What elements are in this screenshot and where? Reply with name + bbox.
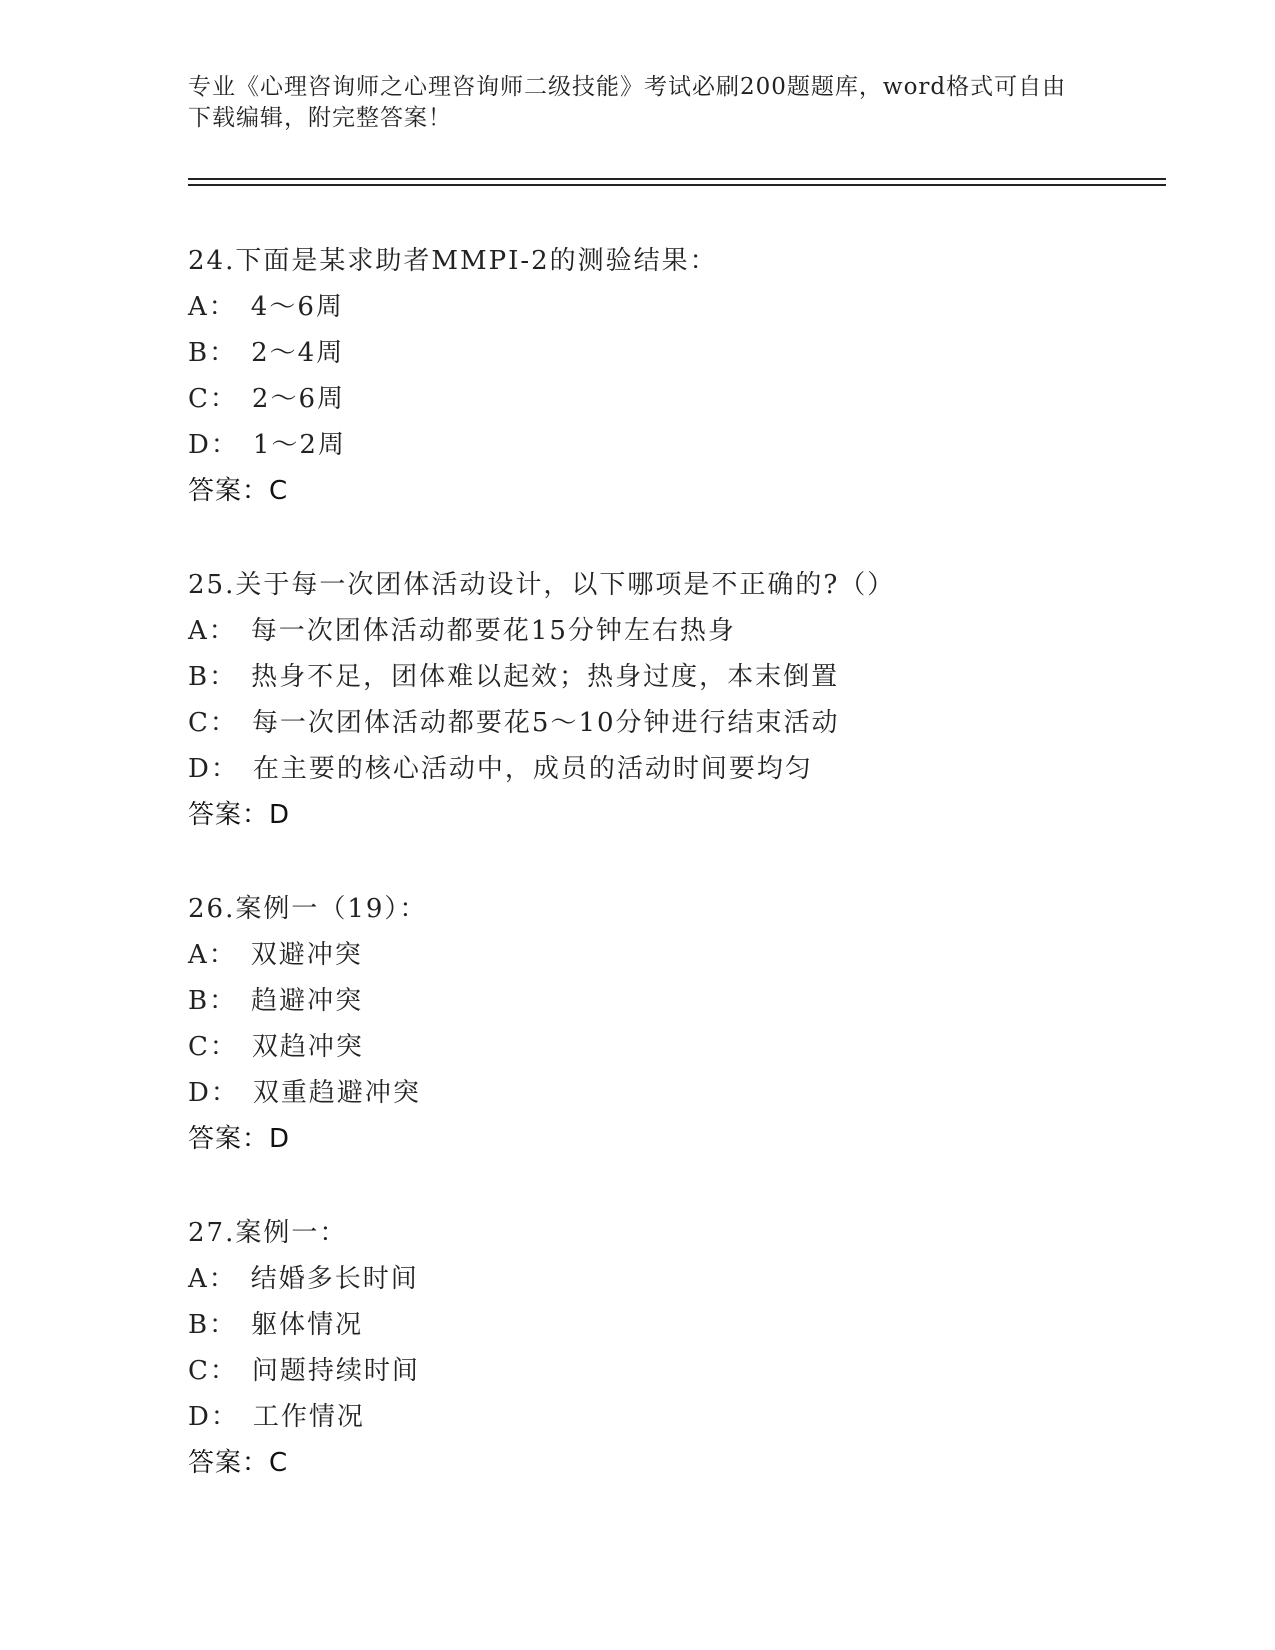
answer-label: 答案：	[188, 1124, 270, 1154]
option-c	[188, 1024, 1168, 1070]
option-b	[188, 978, 1168, 1024]
option-text: 双重趋避冲突	[252, 1078, 421, 1108]
option-key: A：	[188, 616, 237, 646]
option-key: D：	[188, 754, 239, 784]
option-a	[188, 932, 1168, 978]
answer-value: C	[269, 476, 289, 506]
option-d	[188, 1070, 1168, 1116]
option-text: 1～2周	[252, 430, 346, 460]
option-key: D：	[188, 430, 239, 460]
option-d	[188, 422, 1168, 468]
answer-label: 答案：	[188, 800, 270, 830]
option-key: D：	[188, 1402, 239, 1432]
option-key: D：	[188, 1078, 239, 1108]
header-divider-top	[188, 178, 1166, 180]
option-text: 热身不足，团体难以起效；热身过度，本末倒置	[251, 662, 840, 692]
answer-line	[188, 468, 1168, 514]
option-b	[188, 330, 1168, 376]
option-text: 4～6周	[250, 292, 344, 322]
option-a	[188, 608, 1168, 654]
header-description: 专业《心理咨询师之心理咨询师二级技能》考试必刷200题题库，word格式可自由下载编辑，附完整答案！	[188, 74, 1067, 131]
answer-line	[188, 792, 1168, 838]
option-key: A：	[188, 292, 237, 322]
option-text: 2～6周	[251, 384, 345, 414]
option-key: A：	[188, 940, 237, 970]
question-stem: 26.案例一（19）：	[188, 894, 428, 924]
question-list	[188, 238, 1168, 1486]
answer-label: 答案：	[188, 1448, 270, 1478]
option-key: B：	[188, 986, 238, 1016]
option-c	[188, 376, 1168, 422]
answer-value: D	[269, 800, 291, 830]
option-c	[188, 1348, 1168, 1394]
option-key: C：	[188, 1356, 238, 1386]
option-key: C：	[188, 1032, 238, 1062]
option-b	[188, 654, 1168, 700]
answer-label: 答案：	[188, 476, 270, 506]
option-text: 工作情况	[252, 1402, 365, 1432]
answer-value: D	[269, 1124, 291, 1154]
option-text: 2～4周	[251, 338, 345, 368]
option-text: 每一次团体活动都要花15分钟左右热身	[250, 616, 736, 646]
option-text: 趋避冲突	[251, 986, 364, 1016]
option-c	[188, 700, 1168, 746]
option-text: 问题持续时间	[251, 1356, 420, 1386]
question-25	[188, 562, 1168, 838]
option-text: 每一次团体活动都要花5～10分钟进行结束活动	[251, 708, 840, 738]
option-key: B：	[188, 662, 238, 692]
option-d	[188, 1394, 1168, 1440]
option-text: 结婚多长时间	[250, 1264, 419, 1294]
option-a	[188, 1256, 1168, 1302]
option-key: A：	[188, 1264, 237, 1294]
question-stem: 24.下面是某求助者MMPI-2的测验结果：	[188, 246, 718, 276]
option-a	[188, 284, 1168, 330]
document-header	[188, 72, 1068, 134]
answer-line	[188, 1440, 1168, 1486]
question-stem: 27.案例一：	[188, 1218, 348, 1248]
question-27	[188, 1210, 1168, 1486]
answer-value: C	[269, 1448, 289, 1478]
option-d	[188, 746, 1168, 792]
option-text: 躯体情况	[251, 1310, 364, 1340]
option-text: 在主要的核心活动中，成员的活动时间要均匀	[252, 754, 813, 784]
answer-line	[188, 1116, 1168, 1162]
question-26	[188, 886, 1168, 1162]
option-key: B：	[188, 338, 238, 368]
option-key: B：	[188, 1310, 238, 1340]
option-key: C：	[188, 708, 238, 738]
option-b	[188, 1302, 1168, 1348]
question-24	[188, 238, 1168, 514]
option-key: C：	[188, 384, 238, 414]
option-text: 双趋冲突	[251, 1032, 364, 1062]
question-stem: 25.关于每一次团体活动设计，以下哪项是不正确的?（）	[188, 570, 896, 600]
header-divider-bottom	[188, 184, 1166, 186]
option-text: 双避冲突	[250, 940, 363, 970]
